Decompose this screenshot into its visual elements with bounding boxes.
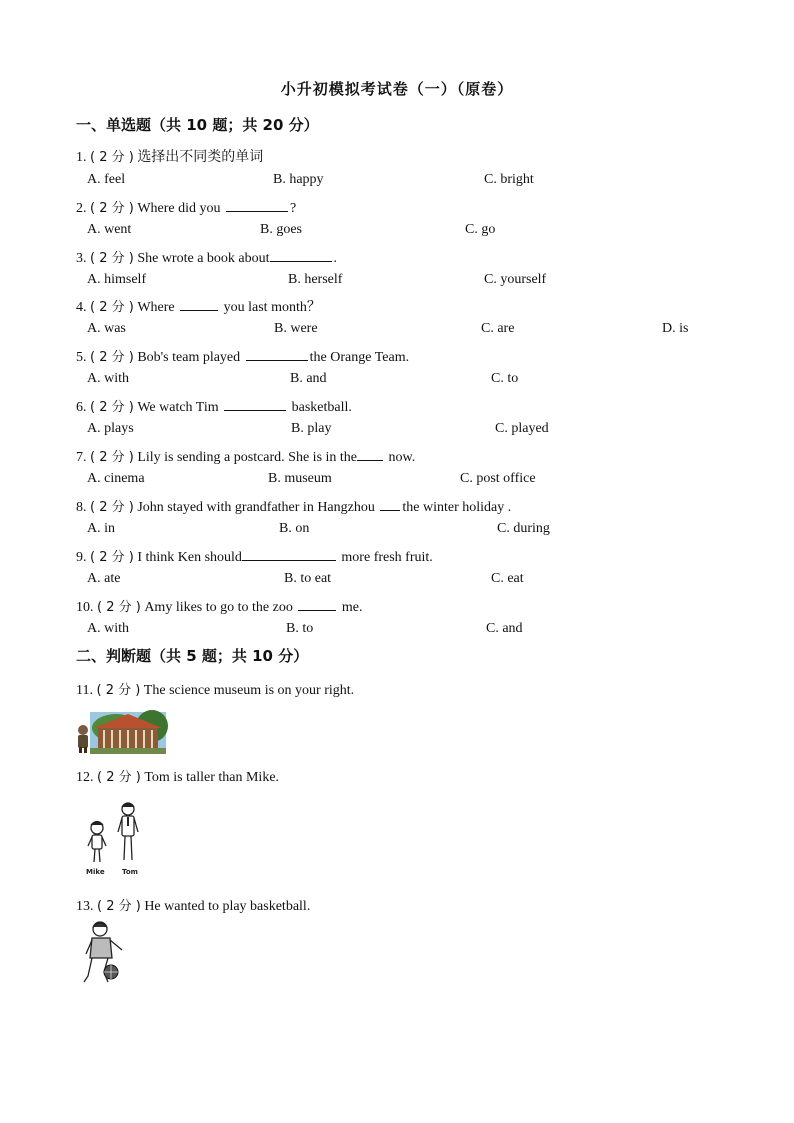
question-points: ( 2 分 ) [97,770,141,785]
question-text: 选择出不同类的单词 [137,149,264,165]
question-text-end: more fresh fruit. [341,550,433,565]
option-b[interactable]: B. to [286,621,314,636]
question-5 [76,346,409,366]
question-text-end: now. [388,450,416,465]
answer-blank[interactable] [298,598,336,611]
question-2 [76,197,296,217]
question-points: ( 2 分 ) [97,899,141,914]
mike-and-tom-image [84,800,148,878]
question-text: Amy likes to go to the zoo [144,600,293,615]
question-text-end: me. [341,600,363,615]
question-6 [76,396,352,416]
option-c[interactable]: C. played [495,421,549,436]
option-a[interactable]: A. with [87,371,129,386]
tom-label: Tom [122,868,138,876]
option-c[interactable]: C. are [481,321,515,336]
question-4 [76,296,321,316]
question-number: 1. [76,150,87,165]
option-b[interactable]: B. happy [273,172,324,187]
question-text: Where [137,300,175,315]
answer-blank[interactable] [270,249,332,262]
option-c[interactable]: C. during [497,521,550,536]
question-12 [76,766,279,786]
option-d[interactable]: D. is [662,321,689,336]
question-1 [76,146,263,166]
question-9 [76,546,433,566]
option-a[interactable]: A. himself [87,272,147,287]
question-number: 3. [76,251,87,266]
question-text: He wanted to play basketball. [144,899,311,914]
question-number: 13. [76,899,94,914]
section-heading-single-choice: 一、单选题（共 10 题；共 20 分） [76,116,319,134]
question-number: 6. [76,400,87,415]
answer-blank[interactable] [226,199,288,212]
question-text: She wrote a book about [137,251,270,266]
question-text-end: basketball. [291,400,352,415]
question-number: 7. [76,450,87,465]
page-title: 小升初模拟考试卷（一）（原卷） [280,80,514,98]
question-points: ( 2 分 ) [90,300,134,315]
question-8 [76,496,511,516]
question-number: 2. [76,201,87,216]
question-number: 9. [76,550,87,565]
option-b[interactable]: B. goes [260,222,302,237]
answer-blank[interactable] [180,298,218,311]
question-points: ( 2 分 ) [90,350,134,365]
question-number: 8. [76,500,87,515]
question-text: John stayed with grandfather in Hangzhou [137,500,375,515]
question-points: ( 2 分 ) [97,600,141,615]
option-c[interactable]: C. eat [491,571,524,586]
option-a[interactable]: A. went [87,222,132,237]
question-number: 12. [76,770,94,785]
option-a[interactable]: A. feel [87,172,126,187]
basketball-player-image [82,920,128,988]
mike-label: Mike [86,868,105,876]
question-points: ( 2 分 ) [90,201,134,216]
question-text-end: the winter holiday . [402,500,512,515]
question-text-end: the Orange Team. [309,350,410,365]
answer-blank[interactable] [242,548,336,561]
question-number: 5. [76,350,87,365]
option-b[interactable]: B. play [291,421,332,436]
question-text: Bob's team played [137,350,241,365]
option-c[interactable]: C. to [491,371,519,386]
option-b[interactable]: B. and [290,371,327,386]
option-a[interactable]: A. ate [87,571,121,586]
question-text: We watch Tim [137,400,219,415]
question-points: ( 2 分 ) [90,450,134,465]
question-text-end: ? [290,201,297,216]
question-points: ( 2 分 ) [90,400,134,415]
option-a[interactable]: A. cinema [87,471,145,486]
question-text: Lily is sending a postcard. She is in the [137,450,358,465]
option-c[interactable]: C. go [465,222,496,237]
question-3 [76,247,337,267]
option-b[interactable]: B. on [279,521,310,536]
question-number: 10. [76,600,94,615]
question-points: ( 2 分 ) [90,500,134,515]
option-a[interactable]: A. was [87,321,126,336]
option-c[interactable]: C. and [486,621,523,636]
question-13 [76,895,310,915]
option-a[interactable]: A. with [87,621,129,636]
question-10 [76,596,362,616]
answer-blank[interactable] [357,448,383,461]
option-c[interactable]: C. post office [460,471,536,486]
option-a[interactable]: A. plays [87,421,134,436]
question-number: 4. [76,300,87,315]
option-a[interactable]: A. in [87,521,115,536]
option-b[interactable]: B. were [274,321,318,336]
option-b[interactable]: B. museum [268,471,332,486]
question-7 [76,446,415,466]
option-c[interactable]: C. bright [484,172,534,187]
question-text: The science museum is on your right. [143,683,355,698]
question-points: ( 2 分 ) [90,251,134,266]
answer-blank[interactable] [224,398,286,411]
answer-blank[interactable] [246,348,308,361]
answer-blank[interactable] [380,498,400,511]
question-text: Tom is taller than Mike. [144,770,280,785]
question-text: I think Ken should [137,550,242,565]
option-c[interactable]: C. yourself [484,272,547,287]
question-points: ( 2 分 ) [90,150,134,165]
question-points: ( 2 分 ) [90,550,134,565]
question-text: Where did you [137,201,221,216]
question-points: ( 2 分 ) [96,683,141,698]
option-b[interactable]: B. herself [288,272,343,287]
question-text-end: you last month？ [223,300,321,315]
science-museum-image [76,706,168,754]
question-11 [76,679,354,699]
question-number: 11. [76,683,93,698]
section-heading-true-false: 二、判断题（共 5 题；共 10 分） [76,647,309,665]
option-b[interactable]: B. to eat [284,571,332,586]
question-text-end: . [333,251,338,266]
